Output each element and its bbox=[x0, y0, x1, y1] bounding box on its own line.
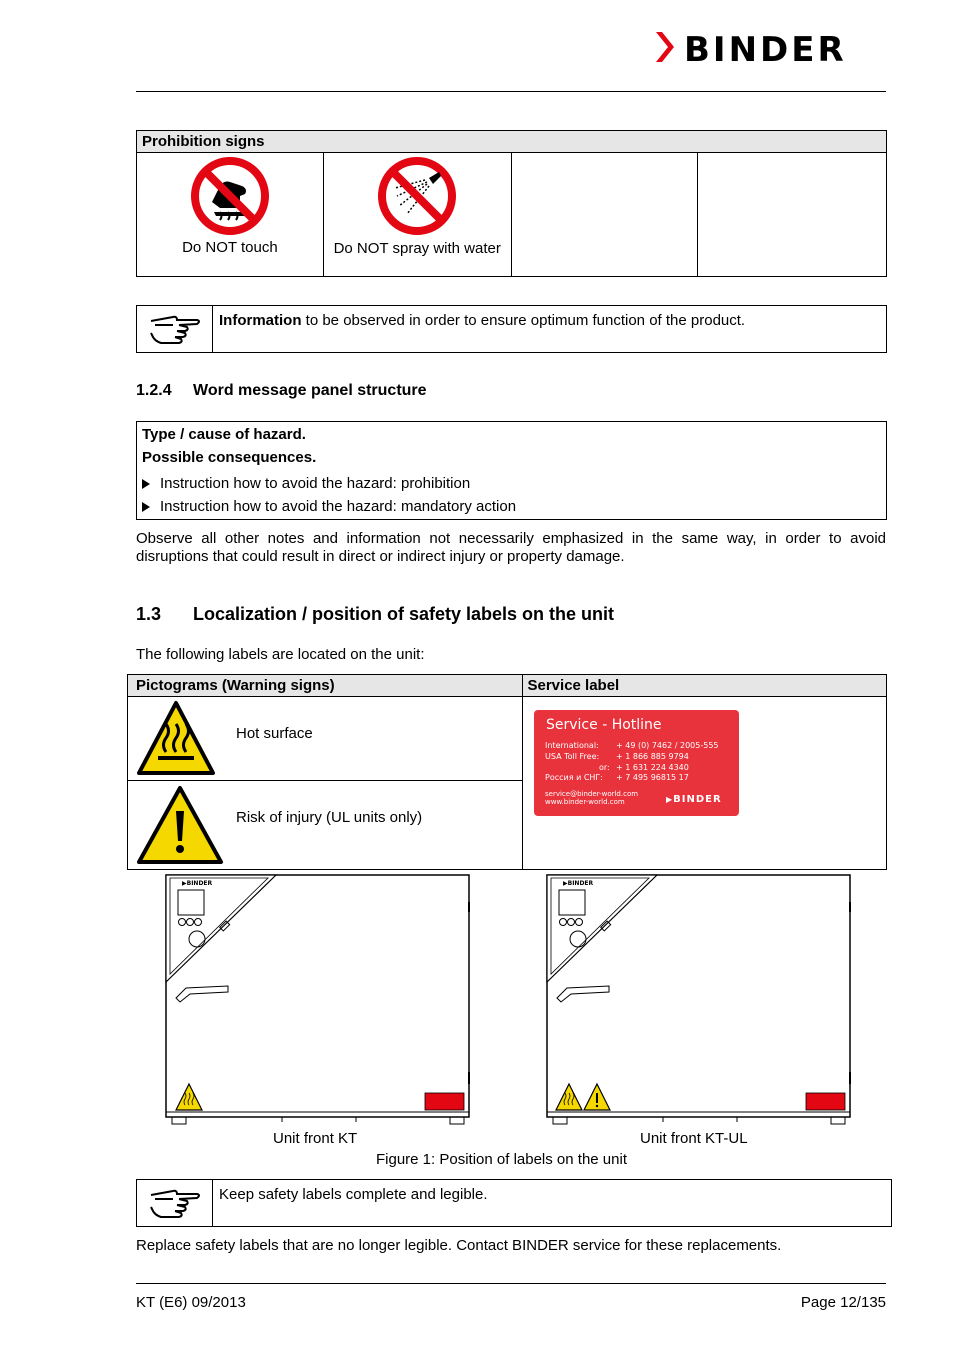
no-spray-water-icon bbox=[324, 156, 511, 240]
word-message-panel bbox=[136, 421, 887, 520]
labels-col-service: Service label bbox=[522, 675, 887, 697]
arrow-bullet-icon bbox=[142, 502, 150, 512]
exclamation-warning-icon bbox=[136, 785, 224, 869]
footer-page-number: Page 12/135 bbox=[800, 1294, 886, 1311]
unit-front-kt-ul bbox=[541, 872, 861, 1132]
panel-bullet-text: Instruction how to avoid the hazard: prohibition bbox=[160, 475, 471, 492]
service-line-key: or: bbox=[599, 763, 610, 772]
unit-front-kt-caption: Unit front KT bbox=[273, 1130, 358, 1147]
service-line-key: USA Toll Free: bbox=[545, 752, 600, 761]
prohibition-cell-empty-1 bbox=[511, 153, 698, 277]
labels-row-risk bbox=[128, 781, 523, 870]
service-web: www.binder-world.com bbox=[545, 798, 625, 806]
panel-bullet-text: Instruction how to avoid the hazard: mandatory action bbox=[160, 498, 517, 515]
pointing-hand-icon bbox=[137, 1180, 213, 1226]
service-line-value: + 7 495 96815 17 bbox=[616, 773, 689, 782]
service-line-value: + 1 631 224 4340 bbox=[616, 763, 689, 772]
header-rule bbox=[136, 91, 886, 92]
section-13-title: Localization / position of safety labels on the unit bbox=[193, 604, 615, 624]
service-brand: ▶BINDER bbox=[666, 794, 722, 805]
prohibition-header: Prohibition signs bbox=[137, 131, 887, 153]
info-note-text bbox=[213, 306, 751, 352]
risk-of-injury-label: Risk of injury (UL units only) bbox=[236, 809, 423, 826]
no-touch-label: Do NOT touch bbox=[182, 239, 278, 256]
service-line-key: International: bbox=[545, 741, 599, 750]
panel-bullet-mandatory bbox=[137, 495, 886, 518]
info-note-rest: to be observed in order to ensure optimum function of the product. bbox=[301, 312, 746, 329]
service-email: service@binder-world.com bbox=[545, 790, 639, 798]
section-13-number: 1.3 bbox=[136, 604, 162, 624]
section-124-number: 1.2.4 bbox=[136, 382, 172, 399]
prohibition-cell-empty-2 bbox=[698, 153, 887, 277]
svg-text:▶BINDER: ▶BINDER bbox=[182, 880, 213, 887]
panel-hazard-type: Type / cause of hazard. bbox=[142, 426, 306, 443]
unit-front-kt bbox=[160, 872, 480, 1132]
info-note-bold: Information bbox=[219, 312, 302, 329]
unit-front-kt-ul-caption: Unit front KT-UL bbox=[640, 1130, 748, 1147]
panel-bullet-prohibition bbox=[137, 472, 886, 495]
replace-paragraph: Replace safety labels that are no longer legible. Contact BINDER service for these replacements. bbox=[136, 1237, 782, 1254]
figure-caption: Figure 1: Position of labels on the unit bbox=[376, 1151, 627, 1168]
binder-logo bbox=[654, 30, 886, 64]
labels-table bbox=[127, 674, 887, 870]
hot-surface-label: Hot surface bbox=[236, 725, 313, 742]
keep-labels-note bbox=[136, 1179, 892, 1227]
labels-intro: The following labels are located on the unit: bbox=[136, 646, 425, 663]
service-line-value: + 49 (0) 7462 / 2005-555 bbox=[616, 741, 719, 750]
arrow-bullet-icon bbox=[142, 479, 150, 489]
svg-text:▶BINDER: ▶BINDER bbox=[563, 880, 594, 887]
panel-consequences: Possible consequences. bbox=[142, 449, 317, 466]
hot-surface-warning-icon bbox=[136, 700, 216, 780]
footer-doc-id: KT (E6) 09/2013 bbox=[136, 1294, 246, 1311]
prohibition-cell-spray bbox=[323, 153, 511, 277]
observe-paragraph: Observe all other notes and information not necessarily emphasized in the same way, in order to avoid disruptions that could result in direct or indirect injury or property damage. bbox=[136, 530, 886, 565]
keep-labels-text: Keep safety labels complete and legible. bbox=[219, 1186, 488, 1203]
pointing-hand-icon bbox=[137, 306, 213, 352]
service-line-value: + 1 866 885 9794 bbox=[616, 752, 689, 761]
footer-rule bbox=[136, 1283, 886, 1284]
service-hotline-label bbox=[534, 710, 739, 816]
labels-row-hot bbox=[128, 697, 523, 781]
labels-col-pictograms: Pictograms (Warning signs) bbox=[128, 675, 523, 697]
section-124-title: Word message panel structure bbox=[193, 382, 427, 399]
service-line-key: Россия и СНГ: bbox=[545, 773, 603, 782]
service-brand-text: BINDER bbox=[673, 794, 722, 805]
service-title: Service - Hotline bbox=[546, 717, 662, 733]
brand-text: BINDER bbox=[684, 30, 847, 64]
prohibition-cell-touch bbox=[137, 153, 324, 277]
no-touch-icon bbox=[137, 156, 323, 240]
no-spray-label: Do NOT spray with water bbox=[333, 240, 501, 257]
info-note bbox=[136, 305, 887, 353]
prohibition-table bbox=[136, 130, 887, 277]
